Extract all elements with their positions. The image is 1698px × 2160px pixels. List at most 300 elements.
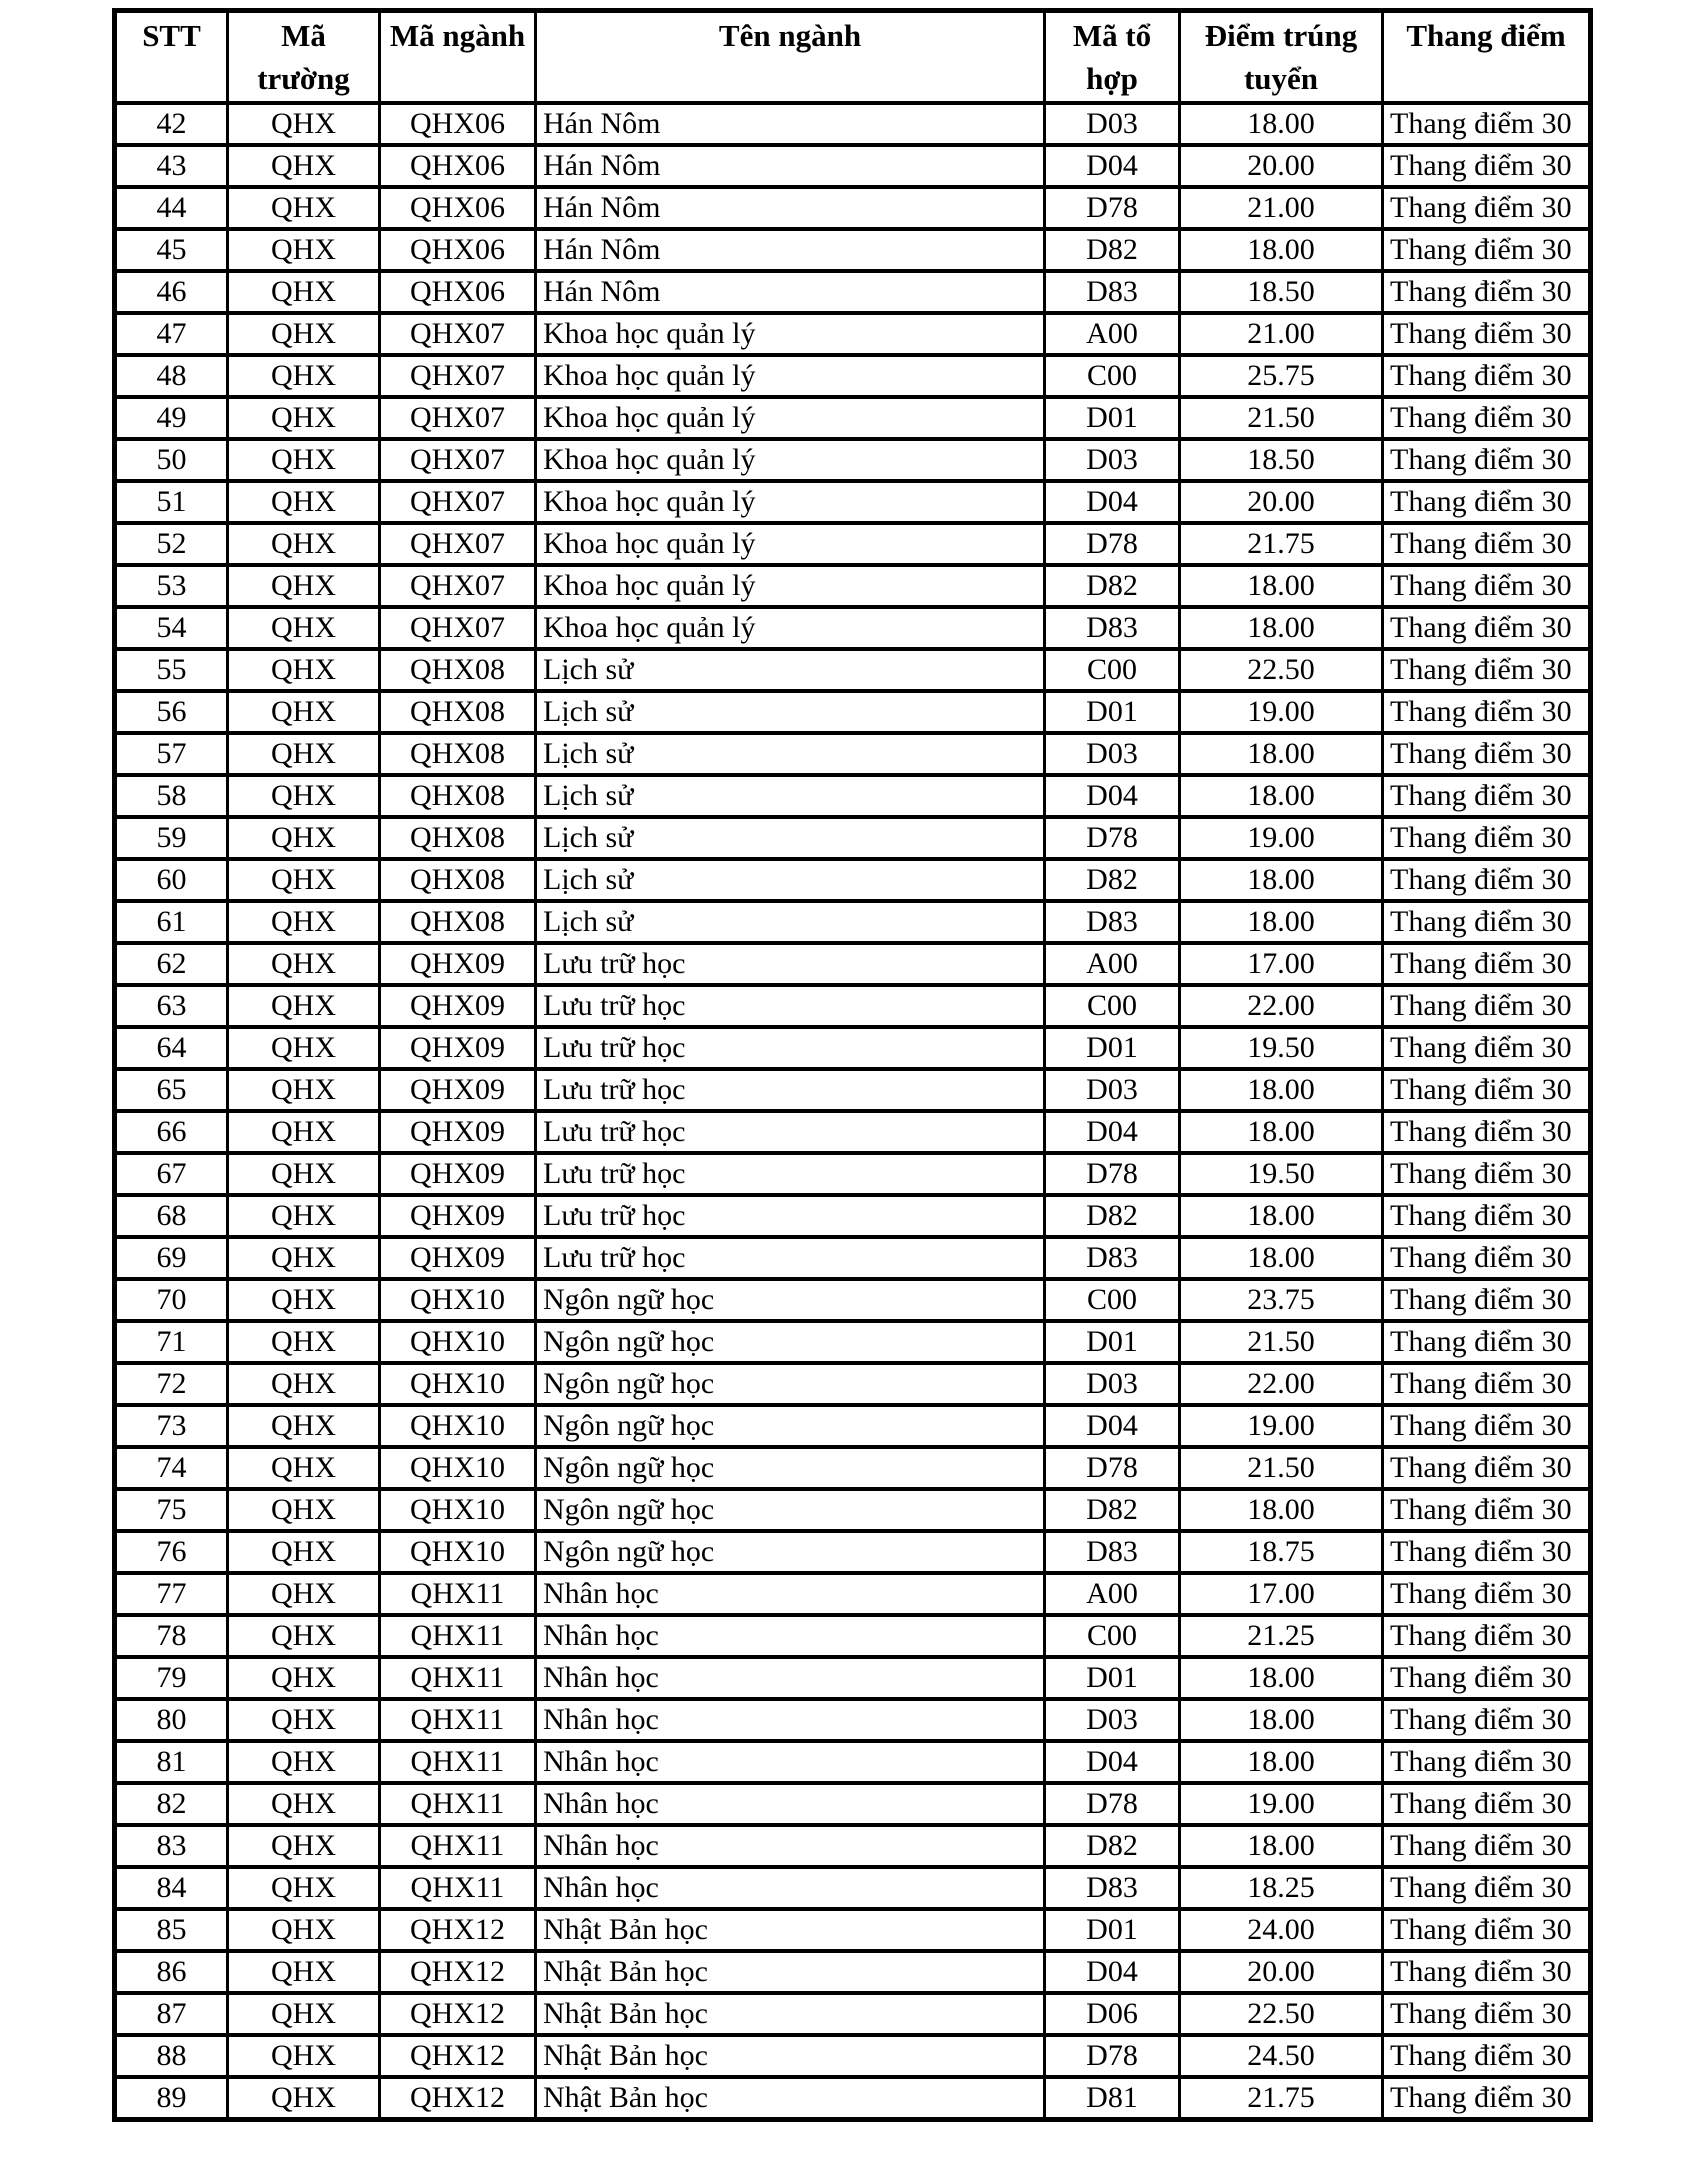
- ma-nganh-cell: QHX10: [380, 1447, 536, 1489]
- ma-to-hop-cell: D03: [1045, 1699, 1180, 1741]
- table-row: [115, 1993, 1591, 2035]
- table-row: [115, 1153, 1591, 1195]
- stt-cell: 89: [115, 2077, 228, 2120]
- ma-truong-cell: QHX: [228, 649, 380, 691]
- ma-truong-cell: QHX: [228, 481, 380, 523]
- table-row: [115, 607, 1591, 649]
- table-row: [115, 1321, 1591, 1363]
- ma-to-hop-cell: D01: [1045, 691, 1180, 733]
- diem-trung-tuyen-cell: 18.00: [1180, 775, 1383, 817]
- ma-nganh-cell: QHX06: [380, 229, 536, 271]
- diem-trung-tuyen-cell: 18.00: [1180, 229, 1383, 271]
- ten-nganh-cell: Nhân học: [536, 1783, 1045, 1825]
- ten-nganh-cell: Nhật Bản học: [536, 2035, 1045, 2077]
- table-row: [115, 1531, 1591, 1573]
- diem-trung-tuyen-cell: 23.75: [1180, 1279, 1383, 1321]
- table-row: [115, 1027, 1591, 1069]
- ma-truong-cell: QHX: [228, 1741, 380, 1783]
- table-row: [115, 1279, 1591, 1321]
- diem-trung-tuyen-cell: 21.50: [1180, 397, 1383, 439]
- ten-nganh-cell: Nhân học: [536, 1825, 1045, 1867]
- diem-trung-tuyen-cell: 25.75: [1180, 355, 1383, 397]
- ma-nganh-cell: QHX08: [380, 691, 536, 733]
- ma-truong-cell: QHX: [228, 775, 380, 817]
- ma-truong-cell: QHX: [228, 607, 380, 649]
- ma-to-hop-cell: D04: [1045, 1405, 1180, 1447]
- stt-cell: 69: [115, 1237, 228, 1279]
- ma-nganh-cell: QHX07: [380, 607, 536, 649]
- ma-nganh-cell: QHX08: [380, 649, 536, 691]
- ma-to-hop-cell: C00: [1045, 1615, 1180, 1657]
- thang-diem-cell: Thang điểm 30: [1383, 1195, 1591, 1237]
- ten-nganh-cell: Lưu trữ học: [536, 943, 1045, 985]
- ma-nganh-cell: QHX07: [380, 565, 536, 607]
- ma-to-hop-cell: D81: [1045, 2077, 1180, 2120]
- ma-truong-cell: QHX: [228, 1657, 380, 1699]
- ma-truong-cell: QHX: [228, 397, 380, 439]
- ten-nganh-cell: Khoa học quản lý: [536, 313, 1045, 355]
- ma-nganh-cell: QHX12: [380, 1909, 536, 1951]
- table-row: [115, 103, 1591, 145]
- thang-diem-cell: Thang điểm 30: [1383, 859, 1591, 901]
- thang-diem-cell: Thang điểm 30: [1383, 1237, 1591, 1279]
- thang-diem-cell: Thang điểm 30: [1383, 145, 1591, 187]
- diem-trung-tuyen-cell: 18.00: [1180, 607, 1383, 649]
- thang-diem-cell: Thang điểm 30: [1383, 649, 1591, 691]
- ma-truong-cell: QHX: [228, 439, 380, 481]
- stt-cell: 46: [115, 271, 228, 313]
- thang-diem-cell: Thang điểm 30: [1383, 1111, 1591, 1153]
- diem-trung-tuyen-cell: 18.00: [1180, 103, 1383, 145]
- ma-truong-cell: QHX: [228, 943, 380, 985]
- diem-trung-tuyen-cell: 17.00: [1180, 943, 1383, 985]
- ma-nganh-cell: QHX10: [380, 1279, 536, 1321]
- ma-to-hop-cell: D01: [1045, 1909, 1180, 1951]
- diem-trung-tuyen-cell: 18.25: [1180, 1867, 1383, 1909]
- header-row: [115, 11, 1591, 103]
- ma-nganh-cell: QHX08: [380, 733, 536, 775]
- ma-to-hop-cell: C00: [1045, 355, 1180, 397]
- stt-cell: 57: [115, 733, 228, 775]
- stt-cell: 60: [115, 859, 228, 901]
- ten-nganh-cell: Ngôn ngữ học: [536, 1447, 1045, 1489]
- table-row: [115, 1069, 1591, 1111]
- ma-truong-cell: QHX: [228, 1699, 380, 1741]
- ma-to-hop-cell: D82: [1045, 1195, 1180, 1237]
- ma-truong-cell: QHX: [228, 229, 380, 271]
- stt-cell: 73: [115, 1405, 228, 1447]
- ma-nganh-cell: QHX11: [380, 1657, 536, 1699]
- ma-truong-cell: QHX: [228, 1153, 380, 1195]
- thang-diem-cell: Thang điểm 30: [1383, 2077, 1591, 2120]
- ten-nganh-cell: Lịch sử: [536, 901, 1045, 943]
- ten-nganh-cell: Hán Nôm: [536, 145, 1045, 187]
- ten-nganh-cell: Lịch sử: [536, 691, 1045, 733]
- ten-nganh-cell: Nhật Bản học: [536, 1993, 1045, 2035]
- ten-nganh-cell: Lịch sử: [536, 649, 1045, 691]
- ma-nganh-cell: QHX09: [380, 1195, 536, 1237]
- table-row: [115, 1237, 1591, 1279]
- diem-trung-tuyen-cell: 18.00: [1180, 1195, 1383, 1237]
- table-row: [115, 1573, 1591, 1615]
- table-row: [115, 271, 1591, 313]
- thang-diem-cell: Thang điểm 30: [1383, 1615, 1591, 1657]
- header-thang-diem: Thang điểm: [1383, 11, 1591, 103]
- ma-truong-cell: QHX: [228, 1363, 380, 1405]
- diem-trung-tuyen-cell: 18.00: [1180, 733, 1383, 775]
- ma-nganh-cell: QHX08: [380, 859, 536, 901]
- admission-scores-table: [112, 8, 1593, 2122]
- ten-nganh-cell: Hán Nôm: [536, 187, 1045, 229]
- ma-nganh-cell: QHX08: [380, 817, 536, 859]
- table-row: [115, 1951, 1591, 1993]
- ma-to-hop-cell: A00: [1045, 1573, 1180, 1615]
- table-row: [115, 229, 1591, 271]
- thang-diem-cell: Thang điểm 30: [1383, 1783, 1591, 1825]
- ma-truong-cell: QHX: [228, 1825, 380, 1867]
- ma-nganh-cell: QHX07: [380, 439, 536, 481]
- thang-diem-cell: Thang điểm 30: [1383, 775, 1591, 817]
- stt-cell: 82: [115, 1783, 228, 1825]
- table-row: [115, 859, 1591, 901]
- thang-diem-cell: Thang điểm 30: [1383, 1489, 1591, 1531]
- ten-nganh-cell: Ngôn ngữ học: [536, 1489, 1045, 1531]
- ma-to-hop-cell: D03: [1045, 1363, 1180, 1405]
- diem-trung-tuyen-cell: 19.00: [1180, 1783, 1383, 1825]
- ma-to-hop-cell: D03: [1045, 103, 1180, 145]
- ten-nganh-cell: Lưu trữ học: [536, 1069, 1045, 1111]
- ma-nganh-cell: QHX09: [380, 1069, 536, 1111]
- ten-nganh-cell: Nhân học: [536, 1573, 1045, 1615]
- table-row: [115, 355, 1591, 397]
- ma-nganh-cell: QHX06: [380, 271, 536, 313]
- ma-to-hop-cell: D04: [1045, 481, 1180, 523]
- stt-cell: 74: [115, 1447, 228, 1489]
- stt-cell: 62: [115, 943, 228, 985]
- ma-nganh-cell: QHX10: [380, 1531, 536, 1573]
- table-row: [115, 1909, 1591, 1951]
- diem-trung-tuyen-cell: 21.00: [1180, 313, 1383, 355]
- thang-diem-cell: Thang điểm 30: [1383, 607, 1591, 649]
- ma-truong-cell: QHX: [228, 1069, 380, 1111]
- diem-trung-tuyen-cell: 20.00: [1180, 481, 1383, 523]
- stt-cell: 56: [115, 691, 228, 733]
- thang-diem-cell: Thang điểm 30: [1383, 397, 1591, 439]
- stt-cell: 70: [115, 1279, 228, 1321]
- diem-trung-tuyen-cell: 18.00: [1180, 1741, 1383, 1783]
- diem-trung-tuyen-cell: 18.00: [1180, 1489, 1383, 1531]
- thang-diem-cell: Thang điểm 30: [1383, 1993, 1591, 2035]
- ten-nganh-cell: Lịch sử: [536, 859, 1045, 901]
- ten-nganh-cell: Hán Nôm: [536, 229, 1045, 271]
- diem-trung-tuyen-cell: 19.50: [1180, 1153, 1383, 1195]
- ten-nganh-cell: Nhân học: [536, 1867, 1045, 1909]
- ma-truong-cell: QHX: [228, 985, 380, 1027]
- thang-diem-cell: Thang điểm 30: [1383, 1279, 1591, 1321]
- table-row: [115, 313, 1591, 355]
- table-header: [115, 11, 1591, 103]
- stt-cell: 87: [115, 1993, 228, 2035]
- ma-truong-cell: QHX: [228, 1447, 380, 1489]
- ma-to-hop-cell: D78: [1045, 187, 1180, 229]
- ma-to-hop-cell: D01: [1045, 1027, 1180, 1069]
- ma-to-hop-cell: D03: [1045, 1069, 1180, 1111]
- table-row: [115, 649, 1591, 691]
- table-row: [115, 1657, 1591, 1699]
- table-row: [115, 1405, 1591, 1447]
- table-row: [115, 145, 1591, 187]
- ma-truong-cell: QHX: [228, 1195, 380, 1237]
- ma-to-hop-cell: D03: [1045, 733, 1180, 775]
- ma-nganh-cell: QHX10: [380, 1489, 536, 1531]
- ten-nganh-cell: Khoa học quản lý: [536, 439, 1045, 481]
- stt-cell: 81: [115, 1741, 228, 1783]
- ma-truong-cell: QHX: [228, 1573, 380, 1615]
- ma-to-hop-cell: D82: [1045, 859, 1180, 901]
- ma-to-hop-cell: D78: [1045, 2035, 1180, 2077]
- diem-trung-tuyen-cell: 18.50: [1180, 439, 1383, 481]
- diem-trung-tuyen-cell: 22.50: [1180, 649, 1383, 691]
- thang-diem-cell: Thang điểm 30: [1383, 1909, 1591, 1951]
- ma-truong-cell: QHX: [228, 1111, 380, 1153]
- ten-nganh-cell: Nhân học: [536, 1741, 1045, 1783]
- ma-to-hop-cell: D04: [1045, 145, 1180, 187]
- diem-trung-tuyen-cell: 18.00: [1180, 901, 1383, 943]
- ten-nganh-cell: Nhân học: [536, 1699, 1045, 1741]
- ma-truong-cell: QHX: [228, 1237, 380, 1279]
- ma-nganh-cell: QHX07: [380, 523, 536, 565]
- ma-nganh-cell: QHX09: [380, 1153, 536, 1195]
- table-row: [115, 733, 1591, 775]
- ten-nganh-cell: Lưu trữ học: [536, 1153, 1045, 1195]
- thang-diem-cell: Thang điểm 30: [1383, 1321, 1591, 1363]
- stt-cell: 77: [115, 1573, 228, 1615]
- stt-cell: 66: [115, 1111, 228, 1153]
- ma-nganh-cell: QHX06: [380, 187, 536, 229]
- stt-cell: 48: [115, 355, 228, 397]
- diem-trung-tuyen-cell: 21.00: [1180, 187, 1383, 229]
- ma-truong-cell: QHX: [228, 1783, 380, 1825]
- ma-truong-cell: QHX: [228, 1909, 380, 1951]
- header-ma-nganh: Mã ngành: [380, 11, 536, 103]
- ma-truong-cell: QHX: [228, 355, 380, 397]
- header-ten-nganh: Tên ngành: [536, 11, 1045, 103]
- ten-nganh-cell: Nhân học: [536, 1615, 1045, 1657]
- ten-nganh-cell: Ngôn ngữ học: [536, 1279, 1045, 1321]
- ma-to-hop-cell: C00: [1045, 1279, 1180, 1321]
- diem-trung-tuyen-cell: 19.00: [1180, 817, 1383, 859]
- stt-cell: 58: [115, 775, 228, 817]
- ten-nganh-cell: Lưu trữ học: [536, 1237, 1045, 1279]
- ma-truong-cell: QHX: [228, 145, 380, 187]
- thang-diem-cell: Thang điểm 30: [1383, 1825, 1591, 1867]
- ma-truong-cell: QHX: [228, 1279, 380, 1321]
- diem-trung-tuyen-cell: 18.00: [1180, 1825, 1383, 1867]
- ten-nganh-cell: Khoa học quản lý: [536, 397, 1045, 439]
- table-row: [115, 1447, 1591, 1489]
- header-ma-to-hop: Mã tổ hợp: [1045, 11, 1180, 103]
- stt-cell: 67: [115, 1153, 228, 1195]
- ma-truong-cell: QHX: [228, 901, 380, 943]
- table-row: [115, 1363, 1591, 1405]
- diem-trung-tuyen-cell: 18.00: [1180, 1699, 1383, 1741]
- stt-cell: 59: [115, 817, 228, 859]
- diem-trung-tuyen-cell: 19.50: [1180, 1027, 1383, 1069]
- stt-cell: 65: [115, 1069, 228, 1111]
- diem-trung-tuyen-cell: 21.25: [1180, 1615, 1383, 1657]
- table-row: [115, 1195, 1591, 1237]
- thang-diem-cell: Thang điểm 30: [1383, 313, 1591, 355]
- ma-truong-cell: QHX: [228, 271, 380, 313]
- thang-diem-cell: Thang điểm 30: [1383, 523, 1591, 565]
- ma-nganh-cell: QHX12: [380, 1951, 536, 1993]
- ma-to-hop-cell: D83: [1045, 271, 1180, 313]
- table-row: [115, 1489, 1591, 1531]
- ma-to-hop-cell: D83: [1045, 1237, 1180, 1279]
- stt-cell: 44: [115, 187, 228, 229]
- ma-to-hop-cell: D83: [1045, 1531, 1180, 1573]
- thang-diem-cell: Thang điểm 30: [1383, 1027, 1591, 1069]
- ten-nganh-cell: Khoa học quản lý: [536, 481, 1045, 523]
- stt-cell: 88: [115, 2035, 228, 2077]
- stt-cell: 55: [115, 649, 228, 691]
- ten-nganh-cell: Khoa học quản lý: [536, 607, 1045, 649]
- ma-nganh-cell: QHX11: [380, 1741, 536, 1783]
- table-row: [115, 1741, 1591, 1783]
- thang-diem-cell: Thang điểm 30: [1383, 901, 1591, 943]
- table-row: [115, 481, 1591, 523]
- thang-diem-cell: Thang điểm 30: [1383, 2035, 1591, 2077]
- ma-nganh-cell: QHX11: [380, 1867, 536, 1909]
- table-row: [115, 439, 1591, 481]
- stt-cell: 86: [115, 1951, 228, 1993]
- ten-nganh-cell: Lịch sử: [536, 775, 1045, 817]
- diem-trung-tuyen-cell: 21.50: [1180, 1321, 1383, 1363]
- table-body: [115, 103, 1591, 2120]
- thang-diem-cell: Thang điểm 30: [1383, 565, 1591, 607]
- stt-cell: 84: [115, 1867, 228, 1909]
- table-row: [115, 1867, 1591, 1909]
- ma-truong-cell: QHX: [228, 733, 380, 775]
- stt-cell: 61: [115, 901, 228, 943]
- ma-to-hop-cell: D04: [1045, 1951, 1180, 1993]
- ma-to-hop-cell: D01: [1045, 1657, 1180, 1699]
- ma-truong-cell: QHX: [228, 817, 380, 859]
- table-row: [115, 691, 1591, 733]
- ma-nganh-cell: QHX12: [380, 2035, 536, 2077]
- ma-nganh-cell: QHX08: [380, 901, 536, 943]
- ma-truong-cell: QHX: [228, 2077, 380, 2120]
- diem-trung-tuyen-cell: 18.50: [1180, 271, 1383, 313]
- table-row: [115, 1783, 1591, 1825]
- ten-nganh-cell: Nhật Bản học: [536, 1951, 1045, 1993]
- thang-diem-cell: Thang điểm 30: [1383, 103, 1591, 145]
- thang-diem-cell: Thang điểm 30: [1383, 271, 1591, 313]
- stt-cell: 49: [115, 397, 228, 439]
- ma-to-hop-cell: D78: [1045, 1447, 1180, 1489]
- stt-cell: 50: [115, 439, 228, 481]
- ma-to-hop-cell: D78: [1045, 1153, 1180, 1195]
- ten-nganh-cell: Khoa học quản lý: [536, 523, 1045, 565]
- diem-trung-tuyen-cell: 19.00: [1180, 1405, 1383, 1447]
- ten-nganh-cell: Lưu trữ học: [536, 985, 1045, 1027]
- diem-trung-tuyen-cell: 18.00: [1180, 1657, 1383, 1699]
- table-row: [115, 817, 1591, 859]
- diem-trung-tuyen-cell: 18.00: [1180, 859, 1383, 901]
- diem-trung-tuyen-cell: 20.00: [1180, 145, 1383, 187]
- ten-nganh-cell: Hán Nôm: [536, 103, 1045, 145]
- table-row: [115, 523, 1591, 565]
- ma-to-hop-cell: D82: [1045, 1825, 1180, 1867]
- table-row: [115, 397, 1591, 439]
- stt-cell: 79: [115, 1657, 228, 1699]
- ma-nganh-cell: QHX06: [380, 103, 536, 145]
- ma-nganh-cell: QHX10: [380, 1405, 536, 1447]
- ma-truong-cell: QHX: [228, 1615, 380, 1657]
- stt-cell: 63: [115, 985, 228, 1027]
- table-row: [115, 1699, 1591, 1741]
- stt-cell: 71: [115, 1321, 228, 1363]
- ma-to-hop-cell: A00: [1045, 943, 1180, 985]
- ma-truong-cell: QHX: [228, 1531, 380, 1573]
- ten-nganh-cell: Hán Nôm: [536, 271, 1045, 313]
- ma-nganh-cell: QHX09: [380, 943, 536, 985]
- table-row: [115, 901, 1591, 943]
- ten-nganh-cell: Khoa học quản lý: [536, 355, 1045, 397]
- ten-nganh-cell: Lưu trữ học: [536, 1195, 1045, 1237]
- ma-to-hop-cell: C00: [1045, 649, 1180, 691]
- ma-truong-cell: QHX: [228, 2035, 380, 2077]
- thang-diem-cell: Thang điểm 30: [1383, 229, 1591, 271]
- stt-cell: 45: [115, 229, 228, 271]
- diem-trung-tuyen-cell: 24.00: [1180, 1909, 1383, 1951]
- ma-nganh-cell: QHX09: [380, 1027, 536, 1069]
- ma-nganh-cell: QHX11: [380, 1573, 536, 1615]
- thang-diem-cell: Thang điểm 30: [1383, 1741, 1591, 1783]
- ma-to-hop-cell: D82: [1045, 565, 1180, 607]
- stt-cell: 68: [115, 1195, 228, 1237]
- thang-diem-cell: Thang điểm 30: [1383, 691, 1591, 733]
- ten-nganh-cell: Lưu trữ học: [536, 1111, 1045, 1153]
- diem-trung-tuyen-cell: 22.00: [1180, 1363, 1383, 1405]
- thang-diem-cell: Thang điểm 30: [1383, 1657, 1591, 1699]
- ma-truong-cell: QHX: [228, 1867, 380, 1909]
- diem-trung-tuyen-cell: 21.75: [1180, 2077, 1383, 2120]
- ma-nganh-cell: QHX09: [380, 1237, 536, 1279]
- ma-to-hop-cell: D78: [1045, 817, 1180, 859]
- stt-cell: 52: [115, 523, 228, 565]
- ma-to-hop-cell: C00: [1045, 985, 1180, 1027]
- thang-diem-cell: Thang điểm 30: [1383, 817, 1591, 859]
- diem-trung-tuyen-cell: 18.00: [1180, 565, 1383, 607]
- ma-nganh-cell: QHX11: [380, 1783, 536, 1825]
- ma-nganh-cell: QHX11: [380, 1699, 536, 1741]
- thang-diem-cell: Thang điểm 30: [1383, 187, 1591, 229]
- ma-truong-cell: QHX: [228, 1405, 380, 1447]
- ma-to-hop-cell: D06: [1045, 1993, 1180, 2035]
- ma-truong-cell: QHX: [228, 1027, 380, 1069]
- thang-diem-cell: Thang điểm 30: [1383, 355, 1591, 397]
- thang-diem-cell: Thang điểm 30: [1383, 985, 1591, 1027]
- stt-cell: 47: [115, 313, 228, 355]
- ma-nganh-cell: QHX06: [380, 145, 536, 187]
- ma-nganh-cell: QHX07: [380, 481, 536, 523]
- stt-cell: 78: [115, 1615, 228, 1657]
- diem-trung-tuyen-cell: 24.50: [1180, 2035, 1383, 2077]
- thang-diem-cell: Thang điểm 30: [1383, 1447, 1591, 1489]
- ma-nganh-cell: QHX10: [380, 1321, 536, 1363]
- header-diem-trung-tuyen: Điểm trúng tuyển: [1180, 11, 1383, 103]
